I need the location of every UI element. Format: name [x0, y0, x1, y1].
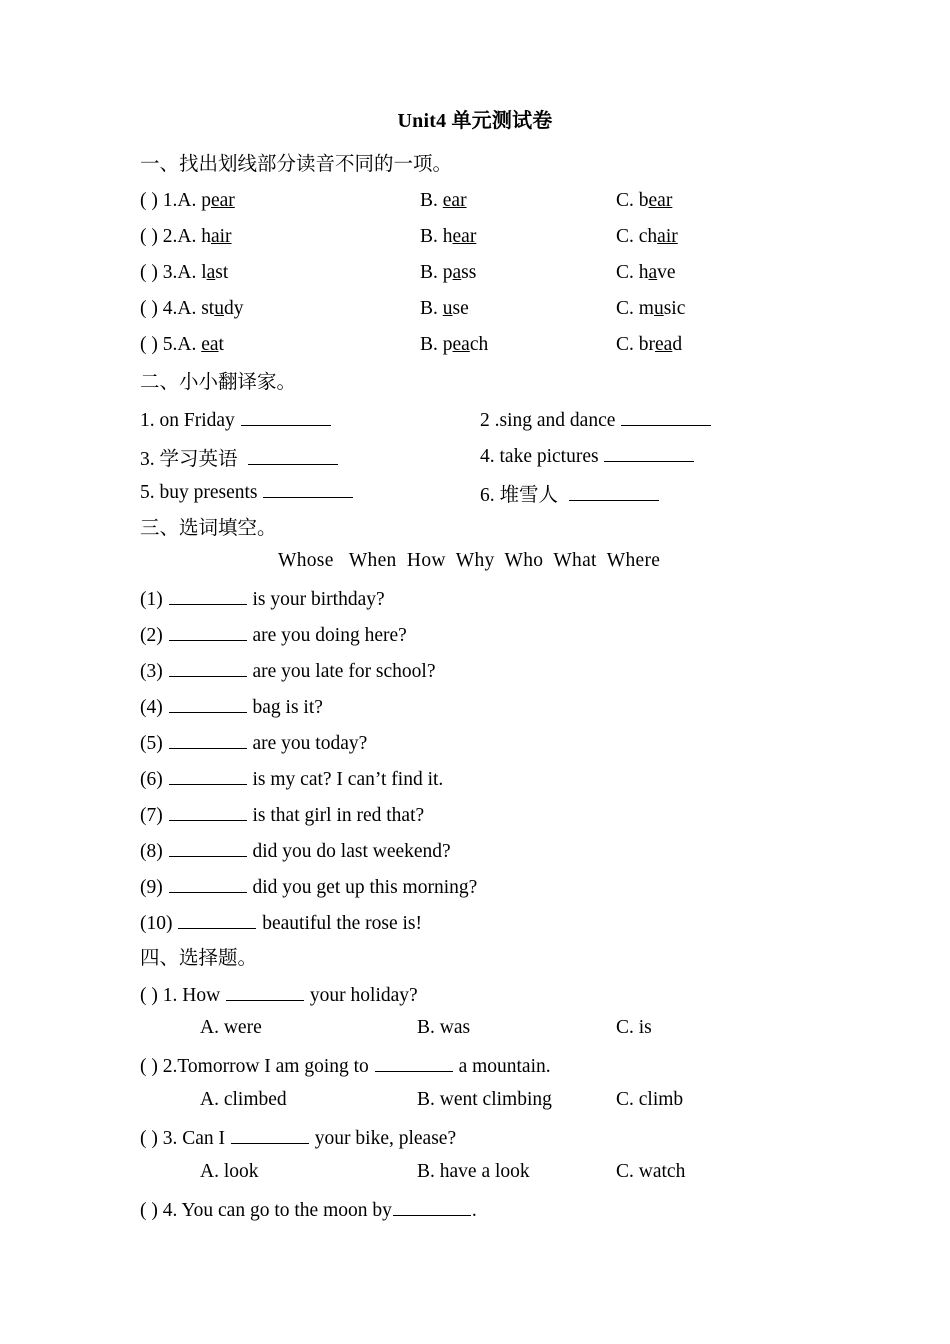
stem-after: a mountain.	[453, 1055, 551, 1077]
answer-blank[interactable]	[604, 443, 694, 462]
fill-blank-item	[140, 730, 367, 757]
option-b-suffix: ss	[461, 262, 477, 283]
choice-question-stem	[140, 1053, 551, 1080]
option-c-prefix: b	[638, 190, 649, 211]
item-text: beautiful the rose is!	[257, 912, 422, 934]
fill-blank-item	[140, 622, 407, 649]
answer-blank[interactable]	[569, 482, 659, 501]
answer-blank[interactable]	[263, 479, 353, 498]
option-b	[420, 334, 488, 356]
answer-blank[interactable]	[169, 694, 247, 713]
answer-blank[interactable]	[621, 407, 711, 426]
question-marker: ( ) 1.	[140, 190, 178, 211]
option-c-underlined: u	[653, 298, 664, 319]
fill-blank-item	[140, 874, 477, 901]
translate-item-text: 5. buy presents	[140, 481, 263, 503]
translate-item	[480, 479, 660, 507]
word-bank: Whose When How Why Who What Where	[278, 550, 661, 571]
option-a-label: A.	[177, 334, 202, 355]
item-text: is my cat? I can’t find it.	[247, 768, 444, 790]
option-b-label: B.	[420, 190, 443, 211]
option-c-suffix: d	[672, 334, 683, 355]
answer-blank[interactable]	[248, 446, 338, 465]
answer-blank[interactable]	[169, 658, 247, 677]
option-c-suffix: sic	[663, 298, 686, 319]
option-c-label: C.	[616, 262, 639, 283]
item-number: (6)	[140, 768, 168, 790]
option-b	[420, 226, 476, 248]
question-row	[140, 298, 243, 320]
option-c-underlined: a	[648, 262, 658, 283]
choice-option-b[interactable]: B. was	[417, 1017, 471, 1038]
option-b-suffix: ch	[469, 334, 489, 355]
question-row	[140, 226, 232, 248]
option-b-label: B.	[420, 226, 443, 247]
answer-blank[interactable]	[375, 1053, 453, 1072]
stem-after: your bike, please?	[309, 1127, 457, 1149]
fill-blank-item	[140, 586, 385, 613]
option-a-label: A.	[177, 262, 202, 283]
option-c-underlined: air	[657, 226, 678, 247]
option-a-suffix: dy	[223, 298, 244, 319]
stem-after: .	[471, 1199, 477, 1221]
option-b-underlined: ear	[442, 190, 467, 211]
choice-option-c[interactable]: C. climb	[616, 1089, 684, 1110]
option-b-label: B.	[420, 334, 443, 355]
choice-question-stem	[140, 982, 418, 1009]
stem-before: ( ) 1. How	[140, 984, 226, 1006]
fill-blank-item	[140, 694, 323, 721]
option-a-prefix: st	[201, 298, 215, 319]
option-a-underlined: ea	[201, 334, 219, 355]
item-number: (9)	[140, 876, 168, 898]
question-row	[140, 334, 224, 356]
fill-blank-item	[140, 766, 443, 793]
item-number: (1)	[140, 588, 168, 610]
answer-blank[interactable]	[169, 766, 247, 785]
item-text: are you doing here?	[247, 624, 407, 646]
answer-blank[interactable]	[226, 982, 304, 1001]
translate-item-text: 6. 堆雪人	[480, 485, 568, 506]
option-c-label: C.	[616, 190, 639, 211]
item-text: did you get up this morning?	[247, 876, 478, 898]
item-text: is that girl in red that?	[247, 804, 425, 826]
question-marker: ( ) 4.	[140, 298, 178, 319]
option-b-underlined: ea	[452, 334, 470, 355]
stem-before: ( ) 4. You can go to the moon by	[140, 1199, 392, 1221]
page-title: Unit4 单元测试卷	[397, 110, 553, 132]
option-b-underlined: u	[442, 298, 453, 319]
option-a-suffix: st	[215, 262, 229, 283]
fill-blank-item	[140, 910, 422, 937]
option-a-underlined: u	[214, 298, 224, 319]
option-a-prefix: h	[201, 226, 211, 247]
option-a-underlined: ear	[210, 190, 235, 211]
option-a-label: A.	[177, 298, 202, 319]
option-a-suffix: t	[218, 334, 224, 355]
answer-blank[interactable]	[169, 730, 247, 749]
option-c-label: C.	[616, 298, 639, 319]
choice-option-b[interactable]: B. have a look	[417, 1161, 530, 1182]
choice-option-b[interactable]: B. went climbing	[417, 1089, 552, 1110]
option-b	[420, 262, 476, 284]
option-b	[420, 298, 469, 320]
question-marker: ( ) 5.	[140, 334, 178, 355]
answer-blank[interactable]	[169, 586, 247, 605]
translate-item	[480, 443, 695, 468]
option-b-underlined: ear	[452, 226, 477, 247]
answer-blank[interactable]	[169, 874, 247, 893]
stem-before: ( ) 2.Tomorrow I am going to	[140, 1055, 374, 1077]
question-marker: ( ) 2.	[140, 226, 178, 247]
item-text: are you today?	[247, 732, 368, 754]
option-c-label: C.	[616, 226, 639, 247]
section-heading-two: 二、小小翻译家。	[140, 372, 297, 393]
item-number: (8)	[140, 840, 168, 862]
option-c-prefix: m	[638, 298, 654, 319]
item-text: did you do last weekend?	[247, 840, 451, 862]
option-b-suffix: se	[452, 298, 469, 319]
answer-blank[interactable]	[241, 407, 331, 426]
answer-blank[interactable]	[393, 1197, 471, 1216]
option-c	[616, 190, 672, 212]
translate-item	[140, 443, 339, 471]
option-c-underlined: ea	[655, 334, 673, 355]
question-marker: ( ) 3.	[140, 262, 178, 283]
answer-blank[interactable]	[169, 622, 247, 641]
item-number: (10)	[140, 912, 178, 934]
fill-blank-item	[140, 658, 436, 685]
translate-item-text: 3. 学习英语	[140, 449, 248, 470]
option-a-underlined: a	[206, 262, 216, 283]
option-b	[420, 190, 467, 212]
option-c-suffix: ve	[657, 262, 676, 283]
section-heading-four: 四、选择题。	[140, 948, 258, 969]
translate-item-text: 4. take pictures	[480, 445, 604, 467]
stem-after: your holiday?	[305, 984, 418, 1006]
option-b-prefix: p	[442, 334, 453, 355]
question-row	[140, 190, 235, 212]
fill-blank-item	[140, 838, 451, 865]
item-number: (7)	[140, 804, 168, 826]
item-number: (4)	[140, 696, 168, 718]
option-a-label: A.	[177, 226, 202, 247]
choice-option-a[interactable]: A. look	[200, 1161, 259, 1182]
answer-blank[interactable]	[231, 1125, 309, 1144]
option-a-prefix: p	[201, 190, 211, 211]
item-number: (5)	[140, 732, 168, 754]
item-number: (2)	[140, 624, 168, 646]
option-c	[616, 262, 676, 284]
choice-question-stem	[140, 1125, 456, 1152]
question-row	[140, 262, 228, 284]
stem-before: ( ) 3. Can I	[140, 1127, 230, 1149]
option-c-prefix: br	[638, 334, 656, 355]
item-text: bag is it?	[247, 696, 323, 718]
item-number: (3)	[140, 660, 168, 682]
option-c-prefix: ch	[638, 226, 658, 247]
item-text: is your birthday?	[247, 588, 385, 610]
item-text: are you late for school?	[247, 660, 436, 682]
option-c	[616, 298, 685, 320]
section-heading-one: 一、找出划线部分读音不同的一项。	[140, 154, 453, 175]
option-a-prefix: l	[201, 262, 207, 283]
option-a-label: A.	[177, 190, 202, 211]
option-b-underlined: a	[452, 262, 462, 283]
choice-question-stem	[140, 1197, 477, 1224]
option-c	[616, 226, 678, 248]
choice-option-a[interactable]: A. were	[200, 1017, 262, 1038]
fill-blank-item	[140, 802, 424, 829]
translate-item	[140, 479, 354, 504]
choice-option-c[interactable]: C. is	[616, 1017, 652, 1038]
option-c-underlined: ear	[648, 190, 673, 211]
option-c-label: C.	[616, 334, 639, 355]
translate-item-text: 2 .sing and dance	[480, 409, 621, 431]
option-c-prefix: h	[638, 262, 649, 283]
answer-blank[interactable]	[169, 838, 247, 857]
option-b-label: B.	[420, 298, 443, 319]
option-a-underlined: air	[210, 226, 232, 247]
section-heading-three: 三、选词填空。	[140, 518, 277, 539]
choice-option-c[interactable]: C. watch	[616, 1161, 686, 1182]
option-b-label: B.	[420, 262, 443, 283]
answer-blank[interactable]	[178, 910, 256, 929]
option-b-prefix: p	[442, 262, 453, 283]
translate-item	[480, 407, 712, 432]
option-c	[616, 334, 682, 356]
translate-item	[140, 407, 332, 432]
answer-blank[interactable]	[169, 802, 247, 821]
choice-option-a[interactable]: A. climbed	[200, 1089, 287, 1110]
option-b-prefix: h	[442, 226, 453, 247]
translate-item-text: 1. on Friday	[140, 409, 240, 431]
